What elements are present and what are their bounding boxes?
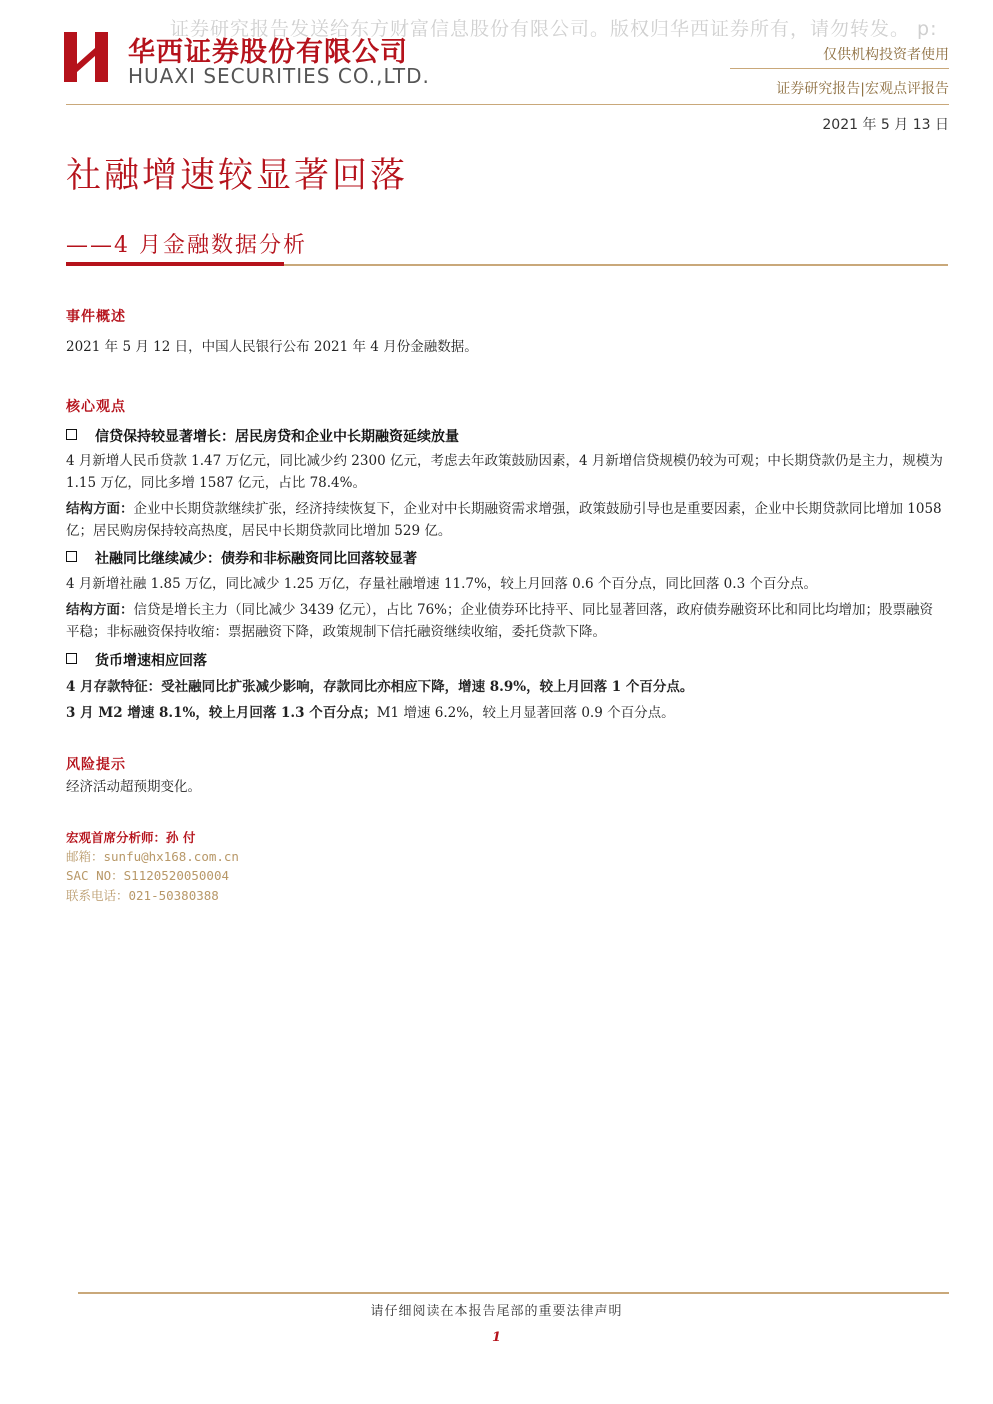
header-divider bbox=[730, 68, 949, 69]
report-date: 2021 年 5 月 13 日 bbox=[822, 117, 949, 133]
huaxi-logo-icon bbox=[62, 30, 112, 84]
analyst-phone: 联系电话：021-50380388 bbox=[66, 888, 219, 903]
risk-text: 经济活动超预期变化。 bbox=[66, 779, 201, 795]
point3-m2: 3 月 M2 增速 8.1%，较上月回落 1.3 个百分点；M1 增速 6.2%，较上月显著回落 0.9 个百分点。 bbox=[66, 705, 675, 721]
footer-divider bbox=[78, 1292, 949, 1294]
risk-heading: 风险提示 bbox=[66, 757, 126, 773]
header-divider-2 bbox=[66, 104, 949, 105]
point1-structure: 结构方面：企业中长期贷款继续扩张，经济持续恢复下，企业对中长期融资需求增强，政策鼓励引导也是重要因素，企业中长期贷款同比增加 1058 亿；居民购房保持较高热度，居民中长期贷款同比增加 529 亿。 bbox=[66, 501, 942, 539]
watermark-text: 证券研究报告发送给东方财富信息股份有限公司。版权归华西证券所有，请勿转发。 p: bbox=[170, 18, 938, 40]
audience-note: 仅供机构投资者使用 bbox=[823, 47, 949, 63]
event-heading: 事件概述 bbox=[66, 309, 126, 325]
legal-notice: 请仔细阅读在本报告尾部的重要法律声明 bbox=[370, 1304, 623, 1319]
analyst-title: 宏观首席分析师：孙 付 bbox=[66, 830, 196, 845]
title-underline-red bbox=[66, 262, 284, 266]
page-number: 1 bbox=[491, 1330, 502, 1345]
report-title: 社融增速较显著回落 bbox=[66, 156, 409, 196]
checkbox-bullet-icon bbox=[66, 551, 77, 562]
point2-title: 社融同比继续减少：债券和非标融资同比回落较显著 bbox=[66, 548, 417, 568]
point2-paragraph: 4 月新增社融 1.85 万亿，同比减少 1.25 万亿，存量社融增速 11.7%，较上月回落 0.6 个百分点，同比回落 0.3 个百分点。 bbox=[66, 576, 817, 592]
point2-structure: 结构方面：信贷是增长主力（同比减少 3439 亿元），占比 76%；企业债券环比持平、同比显著回落，政府债券融资环比和同比均增加；股票融资平稳；非标融资保持收缩：票据融资下降，政策规制下信托融资继续收缩，委托贷款下降。 bbox=[66, 602, 933, 640]
point3-paragraph: 4 月存款特征：受社融同比扩张减少影响，存款同比亦相应下降，增速 8.9%，较上月回落 1 个百分点。 bbox=[66, 679, 694, 695]
report-type: 证券研究报告|宏观点评报告 bbox=[776, 81, 949, 97]
point3-title: 货币增速相应回落 bbox=[66, 650, 207, 670]
analyst-email: 邮箱：sunfu@hx168.com.cn bbox=[66, 849, 239, 864]
point1-paragraph: 4 月新增人民币贷款 1.47 万亿元，同比减少约 2300 亿元，考虑去年政策鼓励因素，4 月新增信贷规模仍较为可观；中长期贷款仍是主力，规模为 1.15 万亿，同比多增 1587 亿元，占比 78.4%。 bbox=[66, 453, 943, 491]
analyst-sac: SAC NO：S1120520050004 bbox=[66, 868, 230, 883]
core-heading: 核心观点 bbox=[66, 399, 126, 415]
checkbox-bullet-icon bbox=[66, 429, 77, 440]
point1-title: 信贷保持较显著增长：居民房贷和企业中长期融资延续放量 bbox=[66, 426, 459, 446]
checkbox-bullet-icon bbox=[66, 653, 77, 664]
company-name-en: HUAXI SECURITIES CO.,LTD. bbox=[128, 64, 430, 88]
event-text: 2021 年 5 月 12 日，中国人民银行公布 2021 年 4 月份金融数据。 bbox=[66, 339, 478, 355]
report-subtitle: ——4 月金融数据分析 bbox=[66, 233, 307, 258]
title-underline-gold bbox=[284, 264, 948, 266]
company-name-cn: 华西证券股份有限公司 bbox=[128, 37, 408, 68]
